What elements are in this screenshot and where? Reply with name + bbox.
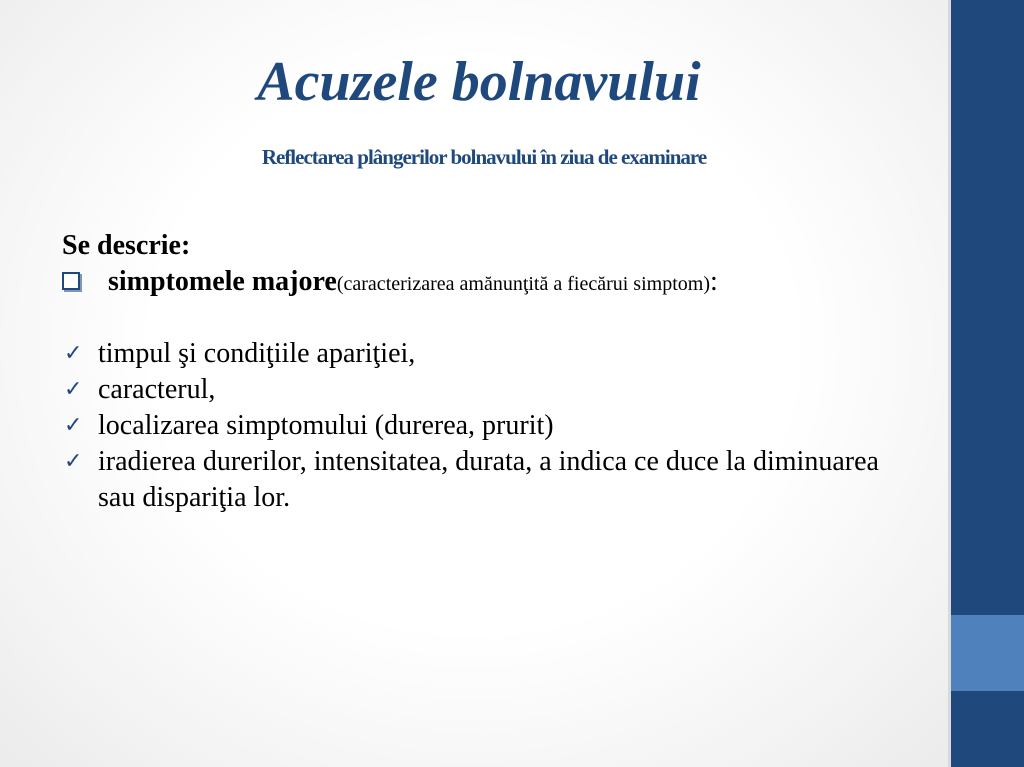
slide-title: Acuzele bolnavului [257,51,701,113]
sidebar-accent-block [951,615,1024,691]
checkmark-icon: ✓ [64,341,83,366]
content-heading: Se descrie: [62,230,191,261]
list-item [62,444,922,516]
list-item-text: timpul şi condiţiile apariţiei, [98,338,416,369]
checkmark-icon: ✓ [64,449,83,474]
list-item [62,372,922,408]
checkmark-icon: ✓ [64,377,83,402]
list-item-text: localizarea simptomului (durerea, prurit) [98,410,554,441]
square-bullet-icon [62,272,80,290]
list-item [62,408,922,444]
list-item-text: caracterul, [98,374,216,405]
box-bullet-bold: simptomele majore [108,266,337,297]
content-body [62,228,922,516]
checkmark-icon: ✓ [64,413,83,438]
box-bullet-text [108,264,718,302]
box-bullet-item [62,264,922,300]
list-item-text: iradierea durerilor, intensitatea, durata, a indica ce duce la diminuarea sau dispariţia lor. [98,446,879,513]
spacer [62,300,922,336]
box-bullet-detail: (caracterizarea amănunţită a fiecărui simptom) [336,273,710,295]
slide-subtitle: Reflectarea plângerilor bolnavului în ziua de examinare [261,145,707,169]
box-bullet-suffix: : [709,266,718,297]
list-item [62,336,922,372]
